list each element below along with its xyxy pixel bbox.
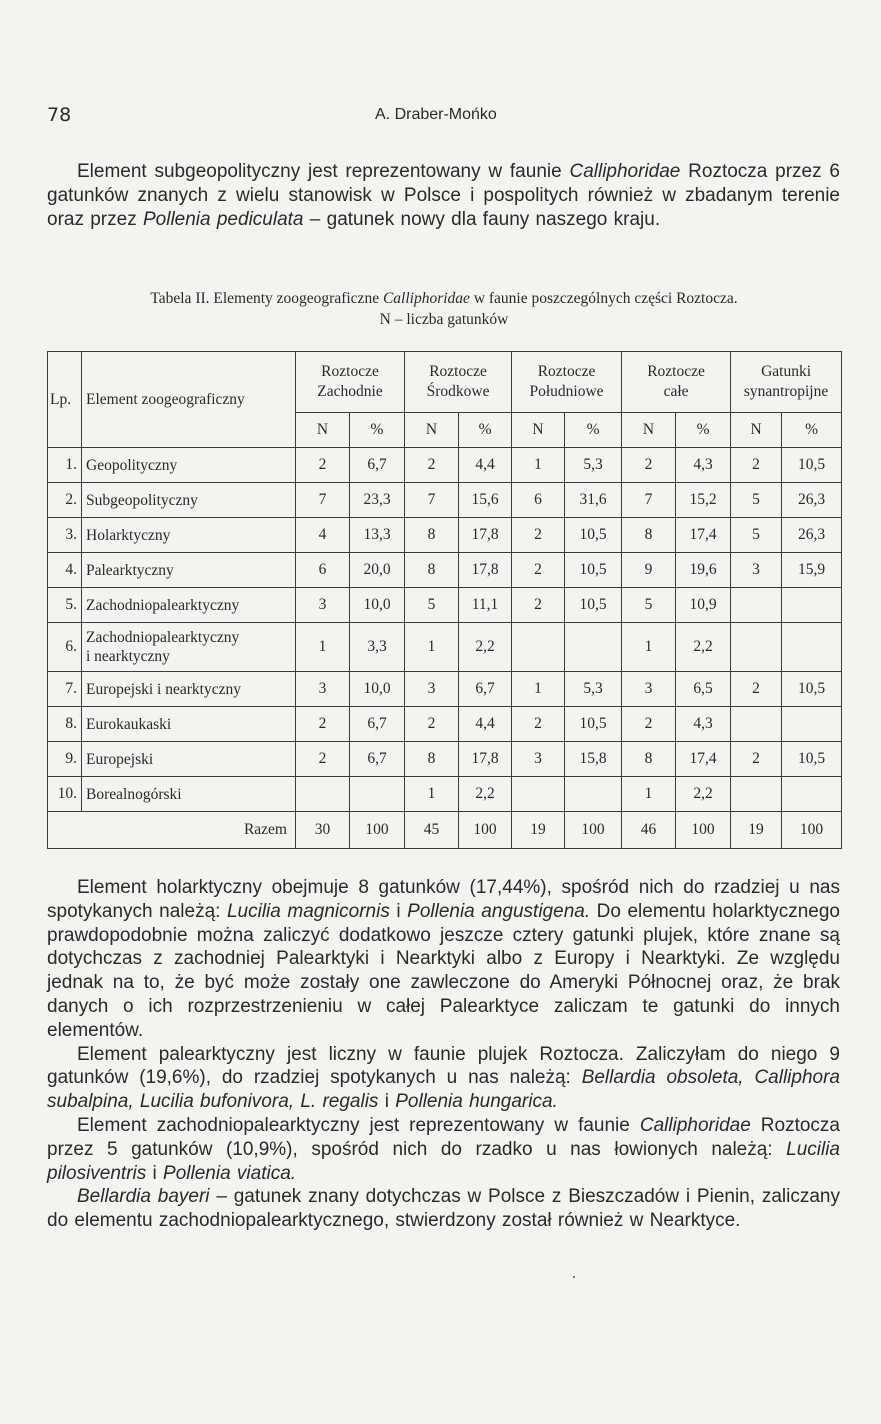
total-pct: 100	[459, 812, 512, 849]
cell-pct: 17,8	[459, 553, 512, 588]
cell-pct	[782, 707, 842, 742]
paragraph-palearctic: Element palearktyczny jest liczny w faunie plujek Roztocza. Zaliczyłam do niego 9 gatunków (19,6%), do rzadziej spotykanych u nas należą: Bellardia obsoleta, Calliphora subalpina, Lucilia bufonivora, L. regalis i Pollenia hungarica.	[47, 1043, 840, 1113]
paragraph-west-palearctic: Element zachodniopalearktyczny jest reprezentowany w faunie Calliphoridae Roztocza przez 5 gatunków (10,9%), spośród nich do rzadko u nas łowionych należą: Lucilia pilosiventris i Pollenia viatica.	[47, 1114, 841, 1184]
cell-n: 1	[296, 623, 350, 672]
total-n: 46	[622, 812, 676, 849]
cell-pct: 5,3	[565, 448, 622, 483]
group-header: Roztocze Środkowe	[405, 352, 512, 413]
sub-header-pct: %	[565, 413, 622, 448]
table-row	[48, 483, 842, 518]
cell-n: 6	[296, 553, 350, 588]
total-pct: 100	[676, 812, 731, 849]
page-number: 78	[47, 104, 72, 126]
sub-header-pct: %	[782, 413, 842, 448]
cell-n: 2	[731, 742, 782, 777]
cell-pct: 17,4	[676, 518, 731, 553]
cell-pct: 23,3	[350, 483, 405, 518]
scan-speck	[573, 1276, 575, 1278]
row-element-name: Palearktyczny	[82, 553, 296, 588]
sub-header-pct: %	[676, 413, 731, 448]
row-element-name: Zachodniopalearktyczny i nearktyczny	[82, 623, 296, 672]
sub-header-pct: %	[459, 413, 512, 448]
cell-n: 1	[405, 777, 459, 812]
cell-n: 7	[622, 483, 676, 518]
table-row	[48, 588, 842, 623]
cell-n: 3	[296, 672, 350, 707]
cell-n: 8	[622, 518, 676, 553]
cell-pct: 10,5	[782, 672, 842, 707]
total-label: Razem	[48, 812, 296, 849]
cell-n: 2	[512, 518, 565, 553]
row-element-name: Geopolityczny	[82, 448, 296, 483]
cell-pct: 20,0	[350, 553, 405, 588]
cell-pct	[782, 777, 842, 812]
row-element-name: Holarktyczny	[82, 518, 296, 553]
table-row	[48, 623, 842, 672]
row-element-name: Borealnogórski	[82, 777, 296, 812]
row-element-name: Europejski	[82, 742, 296, 777]
sub-header-n: N	[731, 413, 782, 448]
cell-pct: 10,5	[565, 707, 622, 742]
cell-pct: 13,3	[350, 518, 405, 553]
table-row	[48, 777, 842, 812]
total-pct: 100	[350, 812, 405, 849]
row-element-name: Eurokaukaski	[82, 707, 296, 742]
row-number: 3.	[48, 518, 82, 553]
cell-pct: 10,9	[676, 588, 731, 623]
table-row	[48, 742, 842, 777]
cell-n: 2	[512, 553, 565, 588]
group-header: Roztocze całe	[622, 352, 731, 413]
cell-n: 6	[512, 483, 565, 518]
row-element-name: Subgeopolityczny	[82, 483, 296, 518]
total-n: 30	[296, 812, 350, 849]
cell-pct: 19,6	[676, 553, 731, 588]
cell-pct: 11,1	[459, 588, 512, 623]
row-number: 9.	[48, 742, 82, 777]
cell-pct: 10,5	[565, 518, 622, 553]
cell-n: 1	[622, 623, 676, 672]
row-number: 2.	[48, 483, 82, 518]
cell-n	[731, 588, 782, 623]
cell-pct: 31,6	[565, 483, 622, 518]
cell-n	[731, 623, 782, 672]
cell-pct: 2,2	[676, 623, 731, 672]
cell-n: 1	[512, 448, 565, 483]
cell-pct	[782, 588, 842, 623]
total-n: 45	[405, 812, 459, 849]
row-number: 4.	[48, 553, 82, 588]
zoogeographic-table	[47, 351, 842, 849]
group-header: Roztocze Południowe	[512, 352, 622, 413]
cell-pct: 26,3	[782, 518, 842, 553]
cell-pct: 2,2	[676, 777, 731, 812]
table-row	[48, 707, 842, 742]
cell-n: 5	[622, 588, 676, 623]
cell-pct	[782, 623, 842, 672]
row-number: 7.	[48, 672, 82, 707]
cell-pct: 2,2	[459, 623, 512, 672]
cell-n: 7	[405, 483, 459, 518]
cell-n: 5	[731, 483, 782, 518]
cell-pct: 2,2	[459, 777, 512, 812]
cell-n: 2	[731, 448, 782, 483]
cell-pct: 10,0	[350, 672, 405, 707]
cell-n: 2	[405, 448, 459, 483]
group-header: Roztocze Zachodnie	[296, 352, 405, 413]
total-pct: 100	[782, 812, 842, 849]
cell-n: 5	[731, 518, 782, 553]
table-row	[48, 448, 842, 483]
cell-pct: 17,8	[459, 518, 512, 553]
cell-n: 8	[405, 742, 459, 777]
cell-n	[296, 777, 350, 812]
row-number: 5.	[48, 588, 82, 623]
cell-n: 1	[622, 777, 676, 812]
cell-pct: 15,8	[565, 742, 622, 777]
cell-pct: 4,4	[459, 448, 512, 483]
cell-pct: 15,9	[782, 553, 842, 588]
discussion-text	[47, 876, 840, 1233]
cell-n: 3	[512, 742, 565, 777]
cell-n: 8	[405, 553, 459, 588]
cell-pct: 4,3	[676, 448, 731, 483]
cell-pct: 6,7	[350, 448, 405, 483]
cell-pct: 4,3	[676, 707, 731, 742]
col-header-element: Element zoogeograficzny	[82, 352, 296, 448]
sub-header-n: N	[405, 413, 459, 448]
cell-pct: 17,4	[676, 742, 731, 777]
cell-pct	[350, 777, 405, 812]
table-row	[48, 518, 842, 553]
cell-n: 2	[731, 672, 782, 707]
cell-pct: 6,7	[459, 672, 512, 707]
cell-n	[512, 777, 565, 812]
cell-n: 1	[512, 672, 565, 707]
cell-n: 4	[296, 518, 350, 553]
cell-pct: 17,8	[459, 742, 512, 777]
cell-pct: 10,5	[565, 588, 622, 623]
group-header: Gatunki synantropijne	[731, 352, 842, 413]
cell-n: 3	[731, 553, 782, 588]
cell-pct: 10,5	[782, 448, 842, 483]
cell-pct: 10,5	[782, 742, 842, 777]
running-author: A. Draber-Mońko	[375, 106, 497, 123]
cell-pct: 15,6	[459, 483, 512, 518]
col-header-lp: Lp.	[48, 352, 82, 448]
cell-n	[731, 777, 782, 812]
table-row	[48, 553, 842, 588]
cell-n	[731, 707, 782, 742]
table-caption: Tabela II. Elementy zoogeograficzne Calliphoridae w faunie poszczególnych części Roztocza. N – liczba gatunków	[150, 290, 738, 328]
cell-n: 2	[622, 707, 676, 742]
cell-pct: 6,7	[350, 742, 405, 777]
cell-n: 2	[512, 707, 565, 742]
row-element-name: Europejski i nearktyczny	[82, 672, 296, 707]
sub-header-n: N	[512, 413, 565, 448]
cell-pct: 6,7	[350, 707, 405, 742]
cell-pct	[565, 623, 622, 672]
running-header	[47, 104, 841, 130]
row-number: 6.	[48, 623, 82, 672]
row-number: 8.	[48, 707, 82, 742]
sub-header-pct: %	[350, 413, 405, 448]
cell-n: 8	[405, 518, 459, 553]
cell-pct: 26,3	[782, 483, 842, 518]
cell-n: 7	[296, 483, 350, 518]
cell-n: 5	[405, 588, 459, 623]
cell-n: 2	[296, 448, 350, 483]
cell-n: 3	[622, 672, 676, 707]
cell-pct	[565, 777, 622, 812]
sub-header-n: N	[622, 413, 676, 448]
cell-pct: 10,0	[350, 588, 405, 623]
table-row	[48, 672, 842, 707]
cell-n: 1	[405, 623, 459, 672]
total-n: 19	[512, 812, 565, 849]
sub-header-n: N	[296, 413, 350, 448]
cell-n: 2	[622, 448, 676, 483]
cell-pct: 10,5	[565, 553, 622, 588]
cell-pct: 3,3	[350, 623, 405, 672]
cell-pct: 4,4	[459, 707, 512, 742]
total-n: 19	[731, 812, 782, 849]
cell-n	[512, 623, 565, 672]
cell-pct: 5,3	[565, 672, 622, 707]
row-number: 10.	[48, 777, 82, 812]
cell-pct: 15,2	[676, 483, 731, 518]
row-number: 1.	[48, 448, 82, 483]
cell-n: 2	[405, 707, 459, 742]
cell-n: 8	[622, 742, 676, 777]
cell-n: 3	[405, 672, 459, 707]
cell-n: 3	[296, 588, 350, 623]
row-element-name: Zachodniopalearktyczny	[82, 588, 296, 623]
cell-n: 2	[296, 742, 350, 777]
total-row	[48, 812, 842, 849]
paragraph-bellardia: Bellardia bayeri – gatunek znany dotychczas w Polsce z Bieszczadów i Pienin, zaliczany do elementu zachodniopalearktycznego, stwierdzony został również w Nearktyce.	[47, 1186, 840, 1232]
cell-n: 2	[512, 588, 565, 623]
paragraph-holarctic: Element holarktyczny obejmuje 8 gatunków (17,44%), spośród nich do rzadziej u nas spotykanych należą: Lucilia magnicornis i Pollenia angustigena. Do elementu holarktycznego prawdopodobnie można zaliczyć dodatkowo jeszcze cztery gatunki plujek, które znane są dotychczas z zachodniej Palearktyki i Nearktyki albo z Europy i Nearktyki. Ze względu jednak na to, że być może zostały one zawleczone do Ameryki Północnej oraz, że brak danych o ich rozprzestrzenieniu w całej Palearktyce zaliczam te gatunki do innych elementów.	[47, 877, 840, 1041]
cell-n: 2	[296, 707, 350, 742]
cell-n: 9	[622, 553, 676, 588]
total-pct: 100	[565, 812, 622, 849]
intro-paragraph: Element subgeopolityczny jest reprezentowany w faunie Calliphoridae Roztocza przez 6 gatunków znanych z wielu stanowisk w Polsce i pospolitych również w zbadanym terenie oraz przez Pollenia pediculata – gatunek nowy dla fauny naszego kraju.	[47, 161, 840, 230]
cell-pct: 6,5	[676, 672, 731, 707]
